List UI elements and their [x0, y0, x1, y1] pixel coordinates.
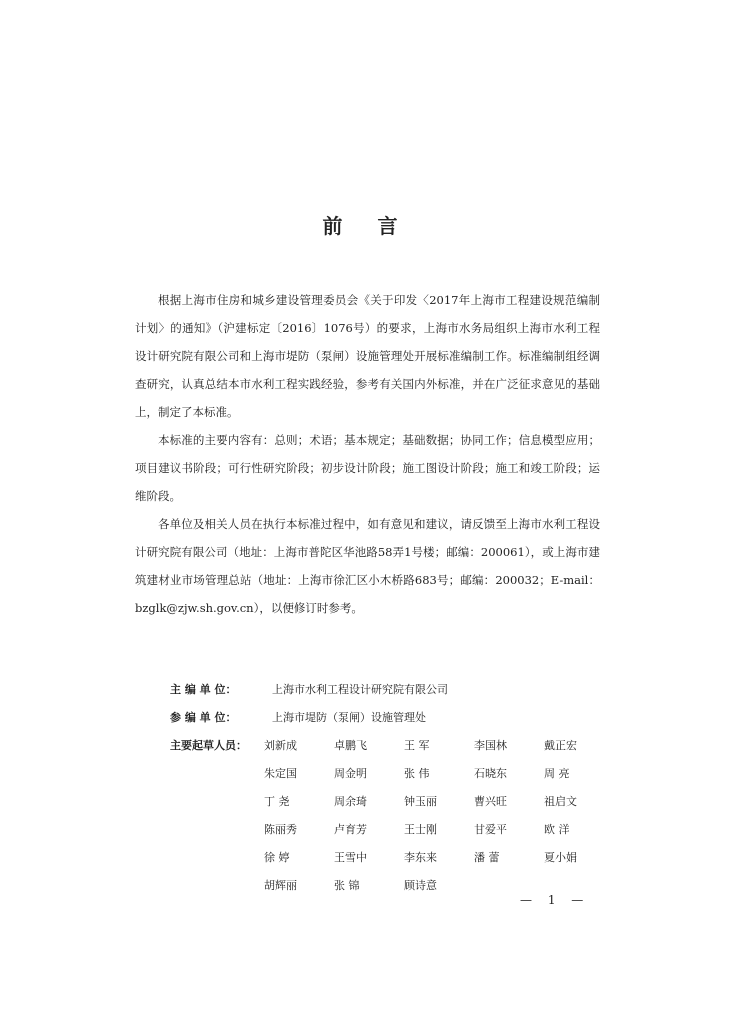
drafter-name: 卢育芳 [334, 823, 367, 836]
drafter-name: 周金明 [334, 767, 367, 780]
preface-body [135, 286, 600, 622]
drafter-name: 周余琦 [334, 795, 367, 808]
drafter-name: 顾诗意 [404, 879, 437, 892]
drafter-name: 祖启文 [544, 795, 577, 808]
drafter-name: 周 亮 [544, 767, 570, 780]
drafter-name: 张 伟 [404, 767, 430, 780]
paragraph-basis: 根据上海市住房和城乡建设管理委员会《关于印发〈2017年上海市工程建设规范编制计划〉的通知》（沪建标定〔2016〕1076号）的要求，上海市水务局组织上海市水利工程设计研究院有限公司和上海市堤防（泵闸）设施管理处开展标准编制工作。标准编制组经调查研究，认真总结本市水利工程实践经验，参考有关国内外标准，并在广泛征求意见的基础上，制定了本标准。 [135, 293, 600, 419]
drafter-name: 石晓东 [474, 767, 507, 780]
drafters-label: 主要起草人员： [170, 739, 247, 752]
credits-block [170, 676, 610, 900]
drafter-name: 戴正宏 [544, 739, 577, 752]
editor-unit-value: 上海市水利工程设计研究院有限公司 [272, 683, 448, 696]
participant-unit-value: 上海市堤防（泵闸）设施管理处 [272, 711, 426, 724]
drafter-name: 李东来 [404, 851, 437, 864]
drafter-name: 朱定国 [264, 767, 297, 780]
drafter-name: 曹兴旺 [474, 795, 507, 808]
drafters-list [264, 732, 610, 900]
drafter-name: 李国林 [474, 739, 507, 752]
page-number: — 1 — [520, 893, 590, 907]
paragraph-feedback: 各单位及相关人员在执行本标准过程中，如有意见和建议，请反馈至上海市水利工程设计研究院有限公司（地址：上海市普陀区华池路58弄1号楼；邮编：200061），或上海市建筑建材业市场管理总站（地址：上海市徐汇区小木桥路683号；邮编：200032；E-mail：bzglk@zjw.sh.gov.cn），以便修订时参考。 [135, 517, 600, 615]
drafter-name: 刘新成 [264, 739, 297, 752]
drafter-name: 夏小娟 [544, 851, 577, 864]
drafter-name: 甘爱平 [474, 823, 507, 836]
editor-unit-label: 主 编 单 位： [170, 683, 237, 696]
participant-unit-row [170, 704, 610, 732]
drafter-name: 徐 婷 [264, 851, 290, 864]
drafter-name: 欧 洋 [544, 823, 570, 836]
drafter-name: 王雪中 [334, 851, 367, 864]
drafter-name: 潘 蕾 [474, 851, 500, 864]
drafter-name: 王 军 [404, 739, 430, 752]
editor-unit-row [170, 676, 610, 704]
drafter-name: 王士刚 [404, 823, 437, 836]
drafters-row [170, 732, 610, 900]
drafter-name: 张 锦 [334, 879, 360, 892]
participant-unit-label: 参 编 单 位： [170, 711, 237, 724]
drafter-name: 卓鹏飞 [334, 739, 367, 752]
drafter-name: 陈丽秀 [264, 823, 297, 836]
drafter-name: 钟玉丽 [404, 795, 437, 808]
paragraph-contents: 本标准的主要内容有：总则；术语；基本规定；基础数据；协同工作；信息模型应用；项目建议书阶段；可行性研究阶段；初步设计阶段；施工图设计阶段；施工和竣工阶段；运维阶段。 [135, 433, 600, 503]
drafter-name: 胡辉丽 [264, 879, 297, 892]
page-title: 前 言 [322, 214, 412, 238]
drafter-name: 丁 尧 [264, 795, 290, 808]
